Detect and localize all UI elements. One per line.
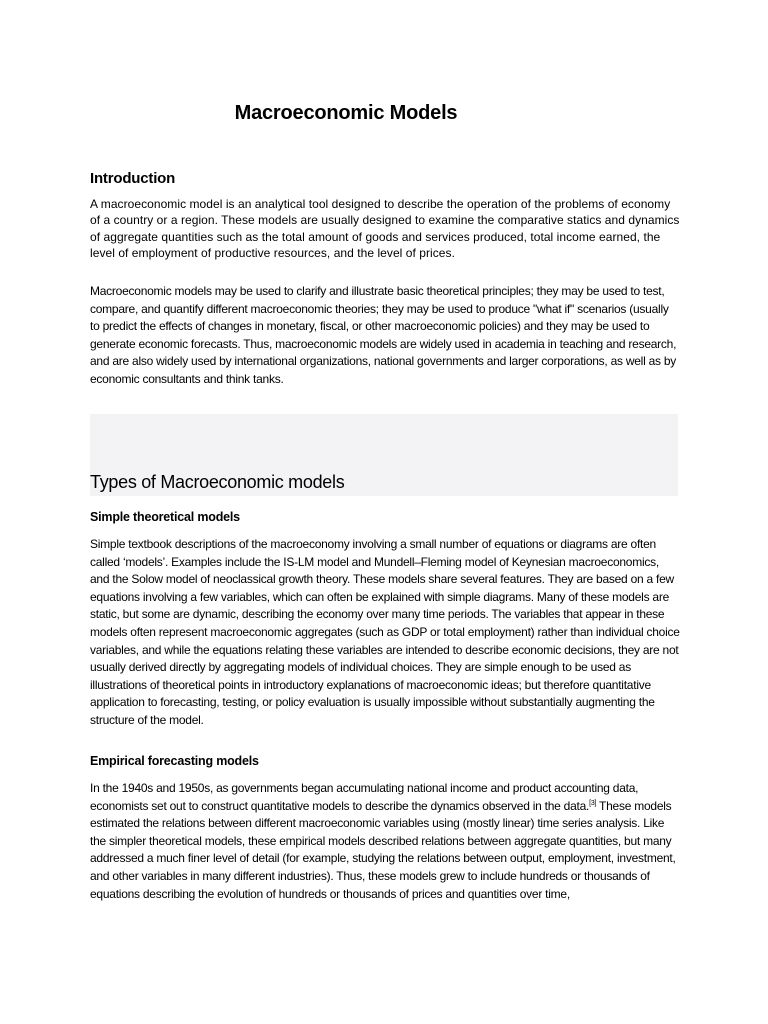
introduction-paragraph-1: A macroeconomic model is an analytical tool designed to describe the operation of the problems of economy of a country or a region. These models are usually designed to examine the comparative statics and dynamics of aggregate quantities such as the total amount of goods and services produced, total income earned, the level of employment of productive resources, and the level of prices.: [90, 197, 680, 260]
empirical-models-paragraph: [90, 780, 680, 903]
empirical-text-part-2: These models estimated the relations between different macroeconomic variables using (mostly linear) time series analysis. Like the simpler theoretical models, these empirical models described relations between aggregate quantities, but many addressed a much finer level of detail (for example, studying the relations between output, employment, investment, and other variables in many different industries). Thus, these models grew to include hundreds or thousands of equations describing the evolution of hundreds or thousands of prices and quantities over time,: [90, 798, 676, 901]
introduction-heading: Introduction: [90, 170, 176, 187]
simple-models-heading: Simple theoretical models: [90, 510, 240, 524]
introduction-paragraph-2: Macroeconomic models may be used to clarify and illustrate basic theoretical principles; they may be used to test, compare, and quantify different macroeconomic theories; they may be used to produce "what if" scenarios (usually to predict the effects of changes in monetary, fiscal, or other macroeconomic policies) and they may be used to generate economic forecasts. Thus, macroeconomic models are widely used in academia in teaching and research, and are also widely used by international organizations, national governments and larger corporations, as well as by economic consultants and think tanks.: [90, 284, 677, 386]
empirical-models-heading: Empirical forecasting models: [90, 754, 259, 768]
page-title: Macroeconomic Models: [234, 102, 458, 124]
simple-models-paragraph: Simple textbook descriptions of the macroeconomy involving a small number of equations or diagrams are often called ‘models’. Examples include the IS-LM model and Mundell–Fleming model of Keynesian macroeconomics, and the Solow model of neoclassical growth theory. These models share several features. They are based on a few equations involving a few variables, which can often be explained with simple diagrams. Many of these models are static, but some are dynamic, describing the economy over many time periods. The variables that appear in these models often represent macroeconomic aggregates (such as GDP or total employment) rather than individual choice variables, and while the equations relating these variables are intended to describe economic decisions, they are not usually derived directly by aggregating models of individual choices. They are simple enough to be used as illustrations of theoretical points in introductory explanations of macroeconomic ideas; but therefore quantitative application to forecasting, testing, or policy evaluation is usually impossible without substantially augmenting the structure of the model.: [90, 537, 680, 727]
empirical-text-part-1: In the 1940s and 1950s, as governments began accumulating national income and product accounting data, economists set out to construct quantitative models to describe the dynamics observed in the data.: [90, 781, 639, 813]
types-heading: Types of Macroeconomic models: [90, 472, 345, 492]
citation-reference[interactable]: [3]: [589, 799, 597, 807]
